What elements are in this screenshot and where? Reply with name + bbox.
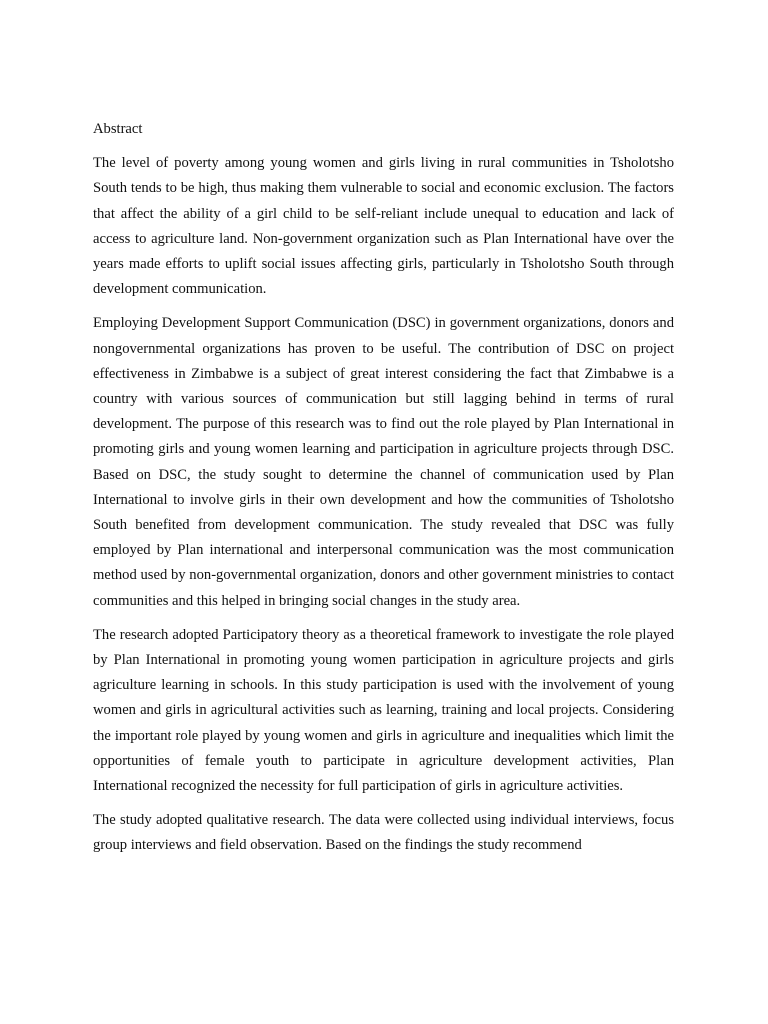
paragraph-2: Employing Development Support Communication (DSC) in government organizations, donors and nongovernmental organizations has proven to be useful. The contribution of DSC on project effectiveness in Zimbabwe is a subject of great interest considering the fact that Zimbabwe is a country with various sources of communication but still lagging behind in terms of rural development. The purpose of this research was to find out the role played by Plan International in promoting girls and young women learning and participation in agriculture projects through DSC. Based on DSC, the study sought to determine the channel of communication used by Plan International to involve girls in their own development and how the communities of Tsholotsho South benefited from development communication. The study revealed that DSC was fully employed by Plan international and interpersonal communication was the most communication method used by non-governmental organization, donors and other government ministries to contact communities and this helped in bringing social changes in the study area.	[93, 315, 674, 609]
paragraph-3: The research adopted Participatory theory as a theoretical framework to investigate the role played by Plan International in promoting young women participation in agriculture projects and girls agriculture learning in schools. In this study participation is used with the involvement of young women and girls in agricultural activities such as learning, training and local projects. Considering the important role played by young women and girls in agriculture and inequalities which limit the opportunities of female youth to participate in agriculture development activities, Plan International recognized the necessity for full participation of girls in agriculture activities.	[93, 626, 674, 795]
document-body	[93, 117, 674, 868]
paragraph-4: The study adopted qualitative research. The data were collected using individual interviews, focus group interviews and field observation. Based on the findings the study recommend	[93, 812, 674, 854]
paragraph-1: The level of poverty among young women and girls living in rural communities in Tsholotsho South tends to be high, thus making them vulnerable to social and economic exclusion. The factors that affect the ability of a girl child to be self-reliant include unequal to education and lack of access to agriculture land. Non-government organization such as Plan International have over the years made efforts to uplift social issues affecting girls, particularly in Tsholotsho South through development communication.	[93, 155, 674, 298]
abstract-heading: Abstract	[93, 121, 143, 137]
